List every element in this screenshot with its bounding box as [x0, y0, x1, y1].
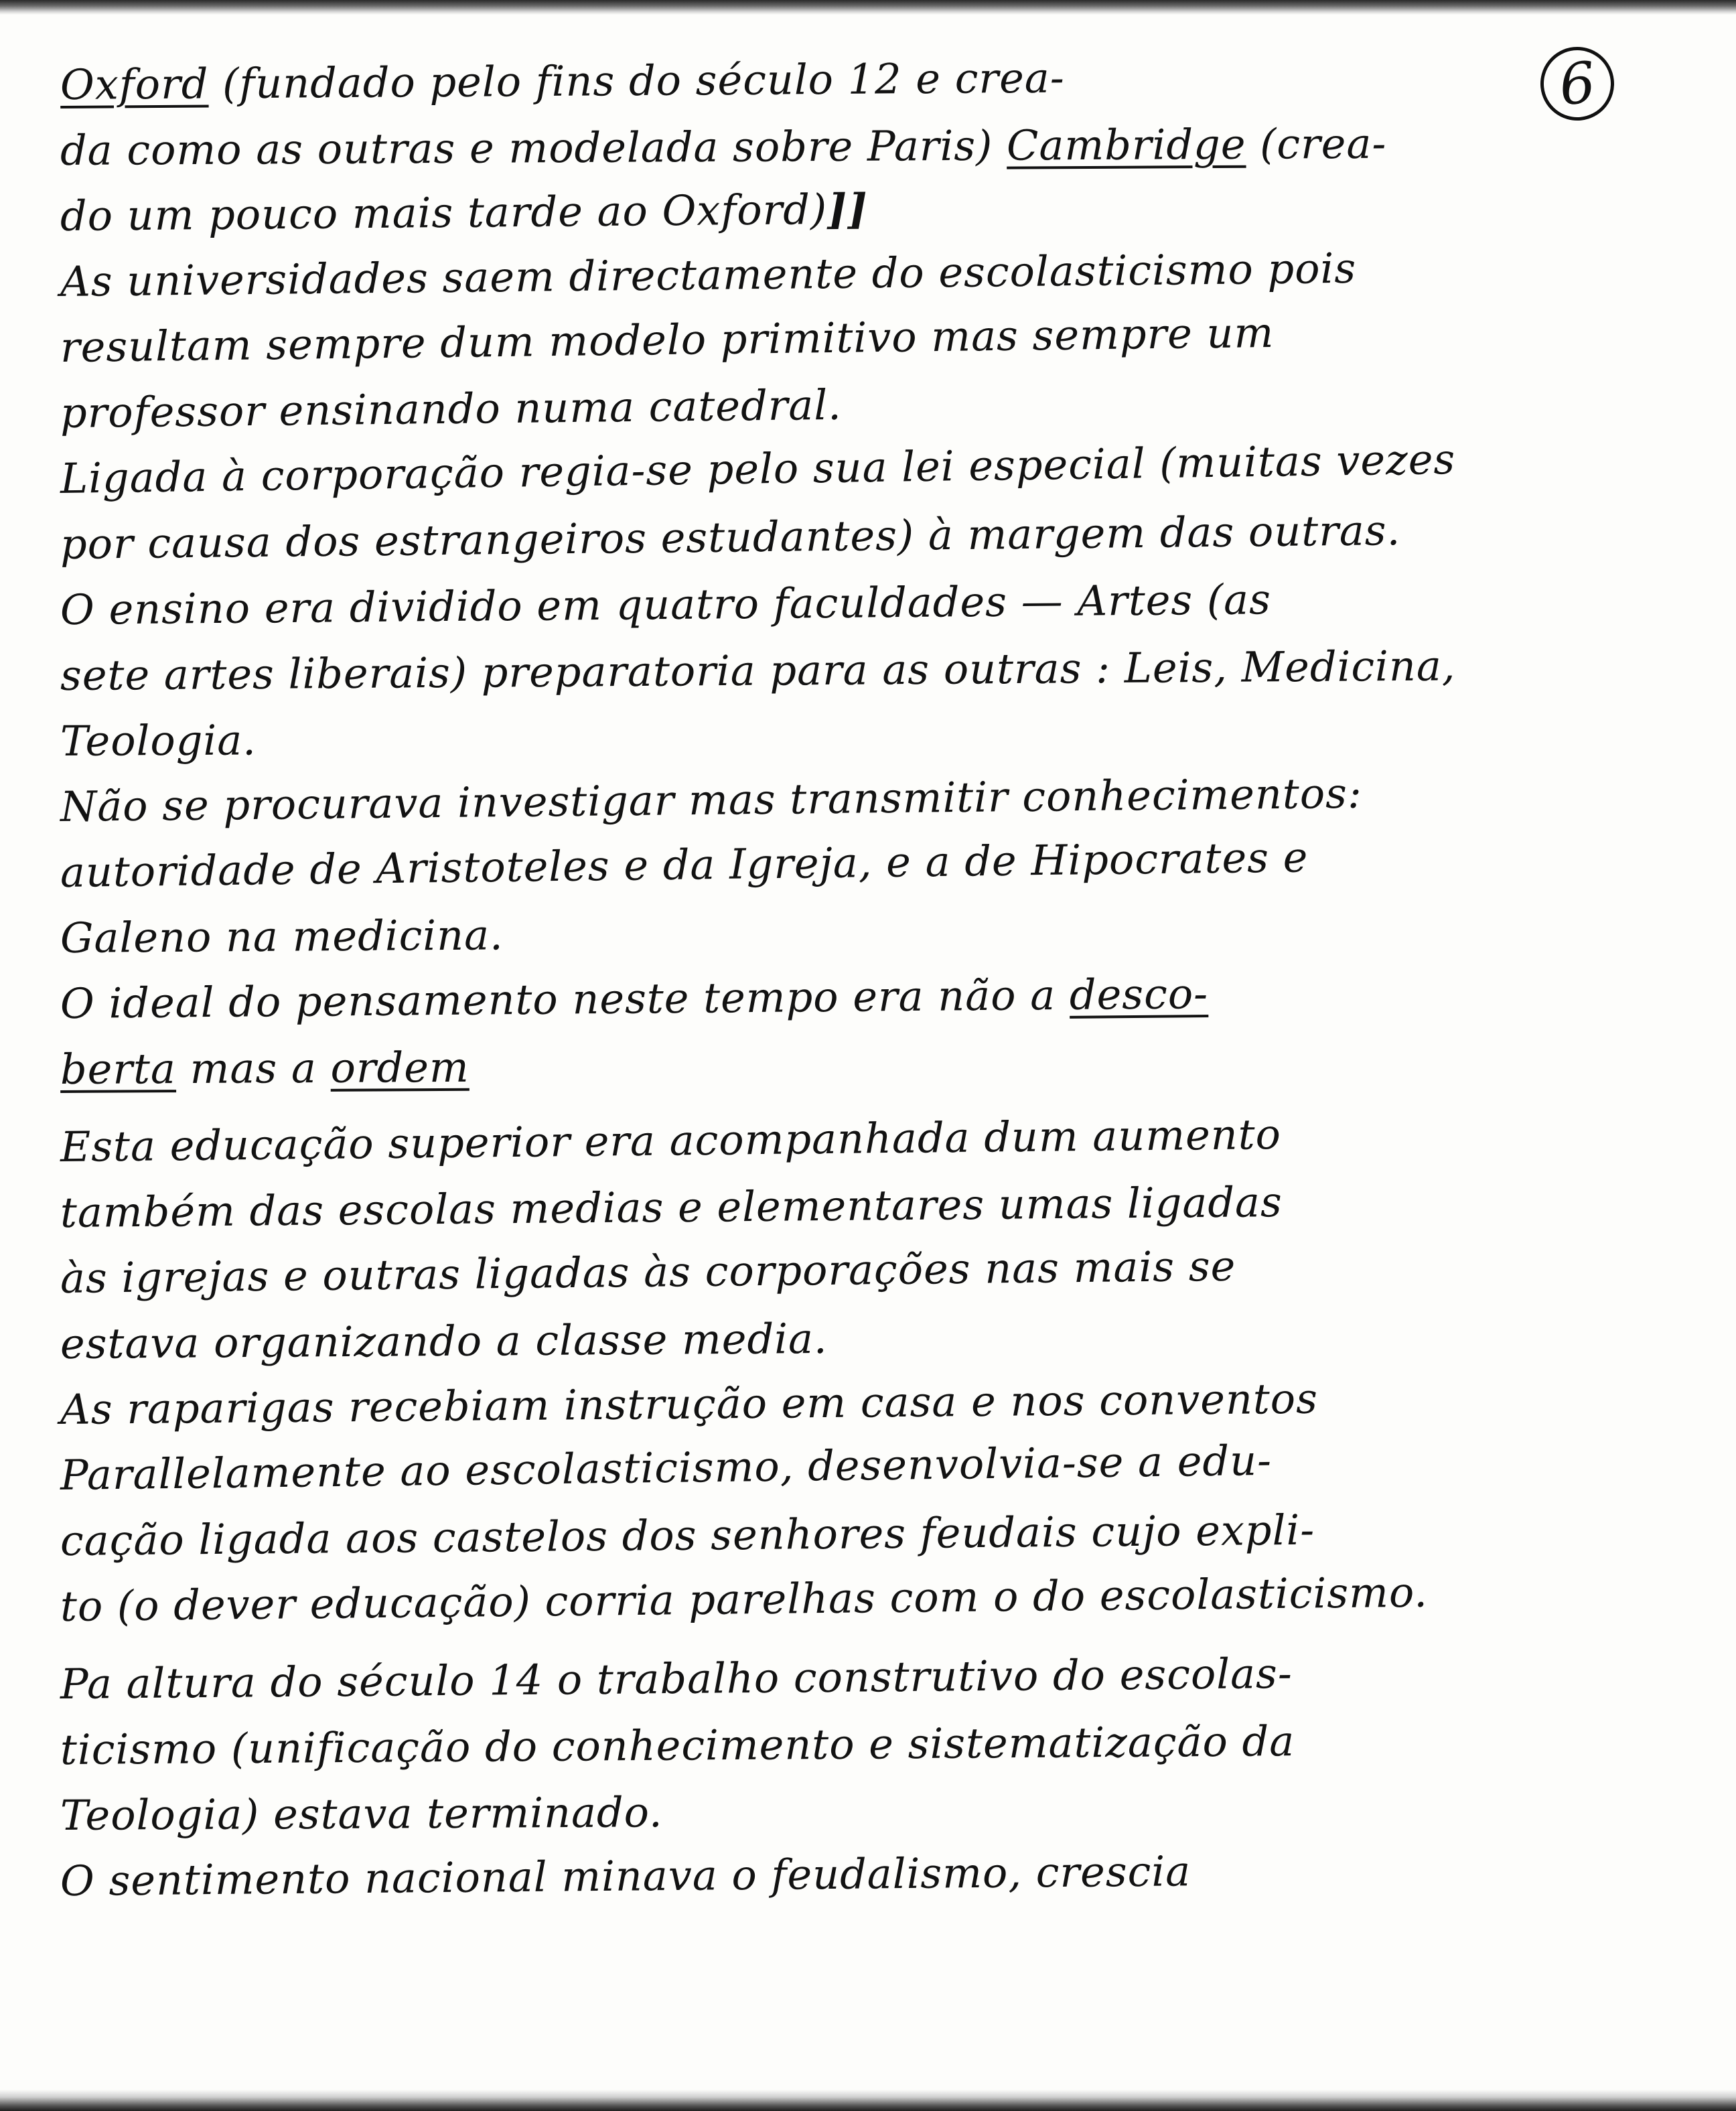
- line-text: Ligada à corporação regia-se pelo sua lei especial (muitas vezes: [60, 434, 1456, 503]
- manuscript-line: [60, 41, 1668, 118]
- line-text: O ideal do pensamento neste tempo era não a: [60, 970, 1070, 1028]
- line-text: Teologia) estava terminado.: [60, 1788, 663, 1840]
- manuscript-line: [60, 1834, 1668, 1914]
- line-text: da como as outras e modelada sobre Paris): [60, 121, 1007, 175]
- line-text: por causa dos estrangeiros estudantes) à margem das outras.: [60, 506, 1401, 569]
- line-text: estava organizando a classe media.: [60, 1314, 828, 1368]
- line-text: (crea-: [1246, 119, 1387, 169]
- underlined-word: desco-: [1069, 969, 1209, 1019]
- line-text: autoridade de Aristoteles e da Igreja, e a de Hipocrates e: [60, 832, 1309, 897]
- line-text: As universidades saem directamente do escolasticismo pois: [60, 243, 1357, 306]
- manuscript-line: [60, 957, 1668, 1037]
- circled-page-number: 6: [1537, 44, 1618, 125]
- line-text: Pa altura do século 14 o trabalho construtivo do escolas-: [60, 1648, 1293, 1708]
- manuscript-line: [60, 1028, 1668, 1102]
- line-text: O ensino era dividido em quatro faculdades — Artes (as: [60, 575, 1272, 634]
- underlined-word: Oxford: [60, 59, 209, 109]
- line-text: mas a: [175, 1043, 331, 1094]
- scan-bottom-edge-shadow: [0, 2090, 1736, 2111]
- line-text: sete artes liberais) preparatoria para as outras : Leis, Medicina,: [60, 641, 1456, 700]
- line-text: às igrejas e outras ligadas às corporações nas mais se: [60, 1241, 1236, 1303]
- scan-top-edge-shadow: [0, 0, 1736, 15]
- line-text: As raparigas recebiam instrução em casa e nos conventos: [60, 1374, 1319, 1434]
- closing-bracket-mark: ]]: [826, 184, 869, 234]
- manuscript-line: [60, 1637, 1668, 1717]
- line-text: Parallelamente ao escolasticismo, desenvolvia-se a edu-: [60, 1435, 1273, 1500]
- line-text: também das escolas medias e elementares umas ligadas: [60, 1177, 1283, 1237]
- line-text: cação ligada aos castelos dos senhores feudais cujo expli-: [60, 1505, 1315, 1565]
- manuscript-line: [60, 632, 1668, 709]
- line-text: O sentimento nacional minava o feudalismo, crescia: [60, 1846, 1191, 1905]
- line-text: professor ensinando numa catedral.: [60, 380, 843, 437]
- underlined-word: ordem: [330, 1042, 469, 1092]
- line-text: do um pouco mais tarde ao Oxford): [60, 185, 828, 240]
- line-text: Não se procurava investigar mas transmitir conhecimentos:: [60, 768, 1363, 831]
- underlined-word: berta: [60, 1044, 177, 1094]
- line-text: resultam sempre dum modelo primitivo mas sempre um: [60, 307, 1275, 372]
- underlined-word: Cambridge: [1006, 119, 1246, 170]
- handwritten-text-block: [60, 52, 1668, 1914]
- line-text: Esta educação superior era acompanhada dum aumento: [60, 1109, 1282, 1171]
- line-text: Galeno na medicina.: [60, 910, 504, 962]
- line-text: ticismo (unificação do conhecimento e sistematização da: [60, 1717, 1295, 1774]
- line-text: (fundado pelo fins do século 12 e crea-: [208, 53, 1065, 108]
- line-text: Teologia.: [60, 715, 257, 766]
- line-text: to (o dever educação) corria parelhas com o do escolasticismo.: [60, 1567, 1429, 1631]
- manuscript-line: [60, 563, 1668, 643]
- manuscript-line: [60, 1706, 1668, 1783]
